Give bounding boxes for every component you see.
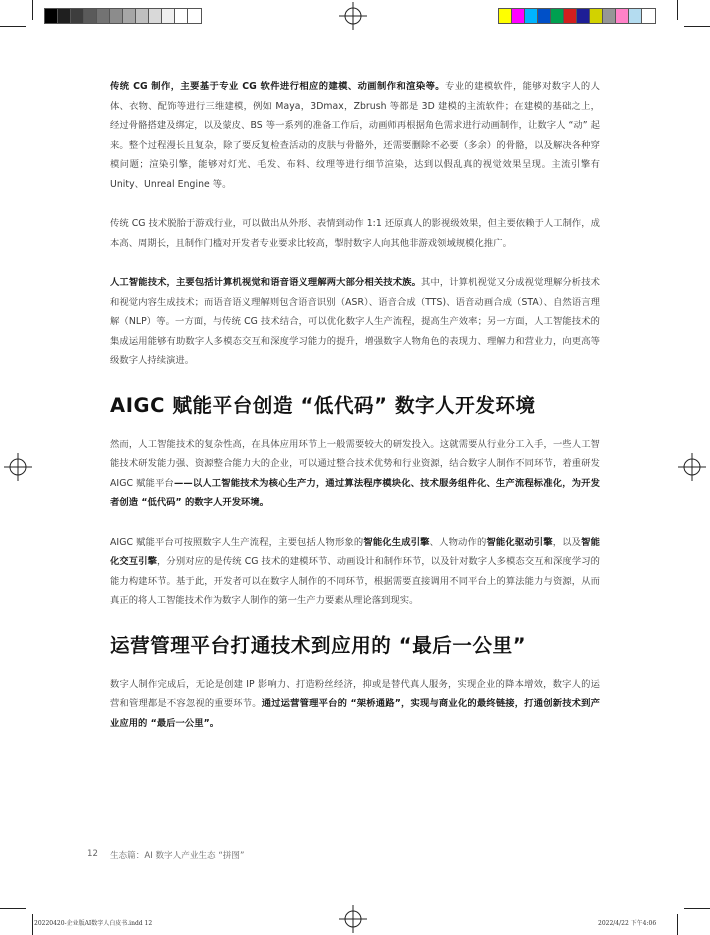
paragraph-aigc-intro	[110, 435, 600, 513]
bold-operations: 通过运营管理平台的 “架桥通路”，实现与商业化的最终链接，打通创新技术到产业应用的 “最后一公里”。	[110, 698, 600, 729]
gray-swatch	[110, 9, 123, 23]
bold-lead-ai-technology: 人工智能技术，主要包括计算机视觉和语音语义理解两大部分相关技术族。	[110, 277, 422, 288]
gray-swatch	[123, 9, 136, 23]
color-swatch	[538, 9, 551, 23]
color-swatch	[564, 9, 577, 23]
text-aigc-intro: 然而，人工智能技术的复杂性高，在具体应用环节上一般需要较大的研发投入。这就需要从行业分工入手，一些人工智能技术研发能力强、资源整合能力大的企业，可以通过整合技术优势和行业资源，结合数字人制作不同环节，着重研发 AIGC 赋能平台	[110, 438, 600, 489]
color-swatch	[525, 9, 538, 23]
paragraph-operations	[110, 675, 600, 734]
page-footer	[87, 849, 244, 861]
crop-mark	[677, 0, 678, 20]
color-swatch	[616, 9, 629, 23]
crop-mark	[32, 0, 33, 20]
crop-mark	[0, 26, 26, 27]
color-swatch	[577, 9, 590, 23]
text-segment: 、人物动作的	[429, 536, 487, 548]
color-swatch	[512, 9, 525, 23]
crop-mark	[677, 914, 678, 935]
bold-lead-traditional-cg: 传统 CG 制作，主要基于专业 CG 软件进行相应的建模、动画制作和渲染等。	[110, 81, 445, 92]
color-swatch	[551, 9, 564, 23]
heading-operations-platform: 运营管理平台打通技术到应用的 “最后一公里”	[110, 633, 527, 657]
bold-driving-engine: 智能化驱动引擎	[486, 536, 553, 548]
text-ai-technology: 其中，计算机视觉又分成视觉理解分析技术和视觉内容生成技术；而语音语义理解则包含语音识别（ASR）、语音合成（TTS)、语音动画合成（STA）、自然语言理解（NLP）等。一方面，与传统 CG 技术结合，可以优化数字人生产流程，提高生产效率；另一方面，人工智能技术的集成运用能够有助数字人多模态交互和深度学习能力的提升，增强数字人物角色的表现力、理解力和营业力，向更高等级数字人持续演进。	[110, 277, 601, 366]
text-segment: AIGC 赋能平台可按照数字人生产流程，主要包括人物形象的	[110, 536, 364, 548]
gray-swatch	[162, 9, 175, 23]
gray-swatch	[71, 9, 84, 23]
gray-swatch	[175, 9, 188, 23]
color-swatch	[590, 9, 603, 23]
gray-swatch	[188, 9, 201, 23]
gray-swatch	[136, 9, 149, 23]
paragraph-aigc-engines	[110, 533, 600, 611]
crop-mark	[32, 914, 33, 935]
color-swatch	[642, 9, 655, 23]
text-traditional-cg: 专业的建模软件，能够对数字人的人体、衣物、配饰等进行三维建模，例如 Maya，3Dmax，Zbrush 等都是 3D 建模的主流软件；在建模的基础之上，经过骨骼搭建及绑定，以及蒙皮、BS 等一系列的准备工作后，动画师再根据角色需求进行动画制作，让数字人 “动” 起来。整个过程漫长且复杂，除了要反复检查活动的皮肤与骨骼外，还需要删除不必要（多余）的骨骼，以及解决各种穿模问题；渲染引擎，能够对灯光、毛发、布料、纹理等进行细节渲染，达到以假乱真的视觉效果呈现。主流引擎有 Unity、Unreal Engine 等。	[110, 81, 600, 190]
text-segment: ，以及	[552, 536, 582, 548]
grayscale-color-bar	[44, 8, 202, 24]
gray-swatch	[45, 9, 58, 23]
paragraph-ai-technology	[110, 273, 600, 371]
running-title: 生态篇：AI 数字人产业生态 “拼图”	[109, 851, 245, 861]
registration-mark-right	[678, 453, 706, 481]
color-swatch	[629, 9, 642, 23]
crop-mark	[0, 908, 26, 909]
registration-mark-bottom	[339, 905, 367, 933]
print-slug-date: 2022/4/22 下午4:06	[598, 920, 657, 927]
bold-interaction-engine: 智能化交互引擎	[110, 536, 600, 567]
cmyk-color-bar	[498, 8, 656, 24]
print-slug-file: 20220420-企业版AI数字人白皮书.indd 12	[34, 920, 153, 927]
text-cg-origin: 传统 CG 技术脱胎于游戏行业，可以做出从外形、表情到动作 1:1 还原真人的影视级效果，但主要依赖于人工制作，成本高、周期长，且制作门槛对开发者专业要求比较高，掣肘数字人向其他非游戏领域规模化推广。	[110, 218, 600, 249]
color-swatch	[499, 9, 512, 23]
color-swatch	[603, 9, 616, 23]
registration-mark-left	[4, 453, 32, 481]
text-segment: ，分别对应的是传统 CG 技术的建模环节、动画设计和制作环节，以及针对数字人多模态交互和深度学习的能力构建环节。基于此，开发者可以在数字人制作的不同环节，根据需要直接调用不同平台上的算法能力与资源，从而真正的将人工智能技术作为数字人制作的第一生产力要素从理论落到现实。	[110, 556, 600, 606]
paragraph-cg-origin	[110, 214, 600, 253]
gray-swatch	[149, 9, 162, 23]
bold-aigc-intro: ——以人工智能技术为核心生产力，通过算法程序模块化、技术服务组件化、生产流程标准化，为开发者创造 “低代码” 的数字人开发环境。	[110, 477, 600, 508]
crop-mark	[684, 908, 710, 909]
text-operations: 数字人制作完成后，无论是创建 IP 影响力、打造粉丝经济，抑或是替代真人服务，实现企业的降本增效，数字人的运营和管理都是不容忽视的重要环节。	[110, 678, 600, 709]
registration-mark-top	[339, 2, 367, 30]
gray-swatch	[58, 9, 71, 23]
heading-aigc-platform: AIGC 赋能平台创造 “低代码” 数字人开发环境	[110, 393, 536, 417]
article-body	[110, 77, 600, 753]
gray-swatch	[84, 9, 97, 23]
page-number: 12	[87, 849, 98, 859]
paragraph-traditional-cg	[110, 77, 600, 194]
gray-swatch	[97, 9, 110, 23]
crop-mark	[684, 26, 710, 27]
bold-generation-engine: 智能化生成引擎	[363, 536, 430, 548]
